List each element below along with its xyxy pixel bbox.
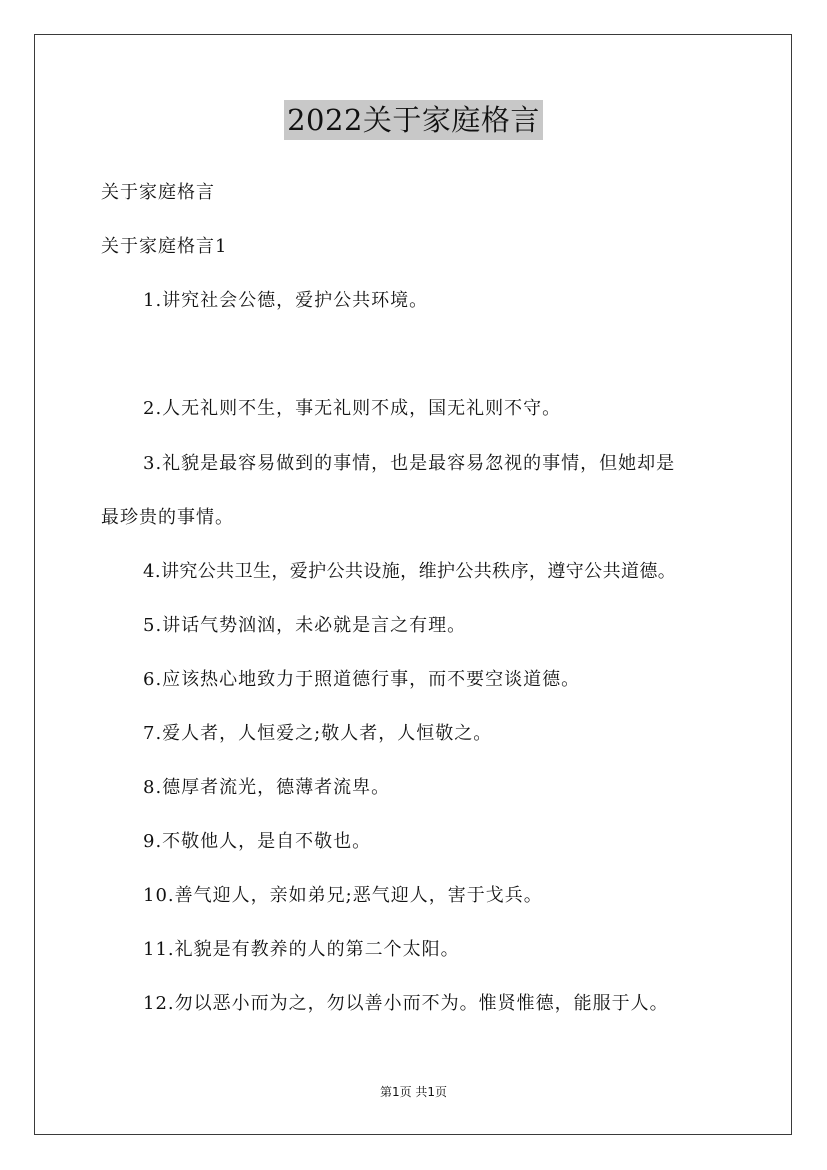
- maxim-item-7: 7.爱人者，人恒爱之;敬人者，人恒敬之。: [143, 723, 493, 744]
- maxim-item-11: 11.礼貌是有教养的人的第二个太阳。: [143, 939, 460, 960]
- maxim-item-12: 12.勿以恶小而为之，勿以善小而不为。惟贤惟德，能服于人。: [143, 993, 669, 1014]
- document-title: 2022关于家庭格言: [284, 100, 543, 140]
- maxim-item-8: 8.德厚者流光，德薄者流卑。: [143, 777, 391, 798]
- maxim-item-9: 9.不敬他人，是自不敬也。: [143, 831, 372, 852]
- maxim-item-1: 1.讲究社会公德，爱护公共环境。: [143, 290, 429, 311]
- title-container: [0, 100, 827, 140]
- page-footer: 第1页 共1页: [379, 1085, 448, 1099]
- maxim-item-5: 5.讲话气势汹汹，未必就是言之有理。: [143, 615, 467, 636]
- maxim-item-10: 10.善气迎人，亲如弟兄;恶气迎人，害于戈兵。: [143, 885, 543, 906]
- maxim-item-6: 6.应该热心地致力于照道德行事，而不要空谈道德。: [143, 669, 581, 690]
- maxim-item-4: 4.讲究公共卫生，爱护公共设施，维护公共秩序，遵守公共道德。: [143, 561, 677, 582]
- maxim-item-2: 2.人无礼则不生，事无礼则不成，国无礼则不守。: [143, 398, 562, 419]
- document-heading: 关于家庭格言: [101, 182, 215, 203]
- maxim-item-3: 3.礼貌是最容易做到的事情，也是最容易忽视的事情，但她却是: [143, 453, 676, 474]
- maxim-item-3-continued: 最珍贵的事情。: [101, 507, 234, 528]
- section-heading: 关于家庭格言1: [101, 236, 228, 257]
